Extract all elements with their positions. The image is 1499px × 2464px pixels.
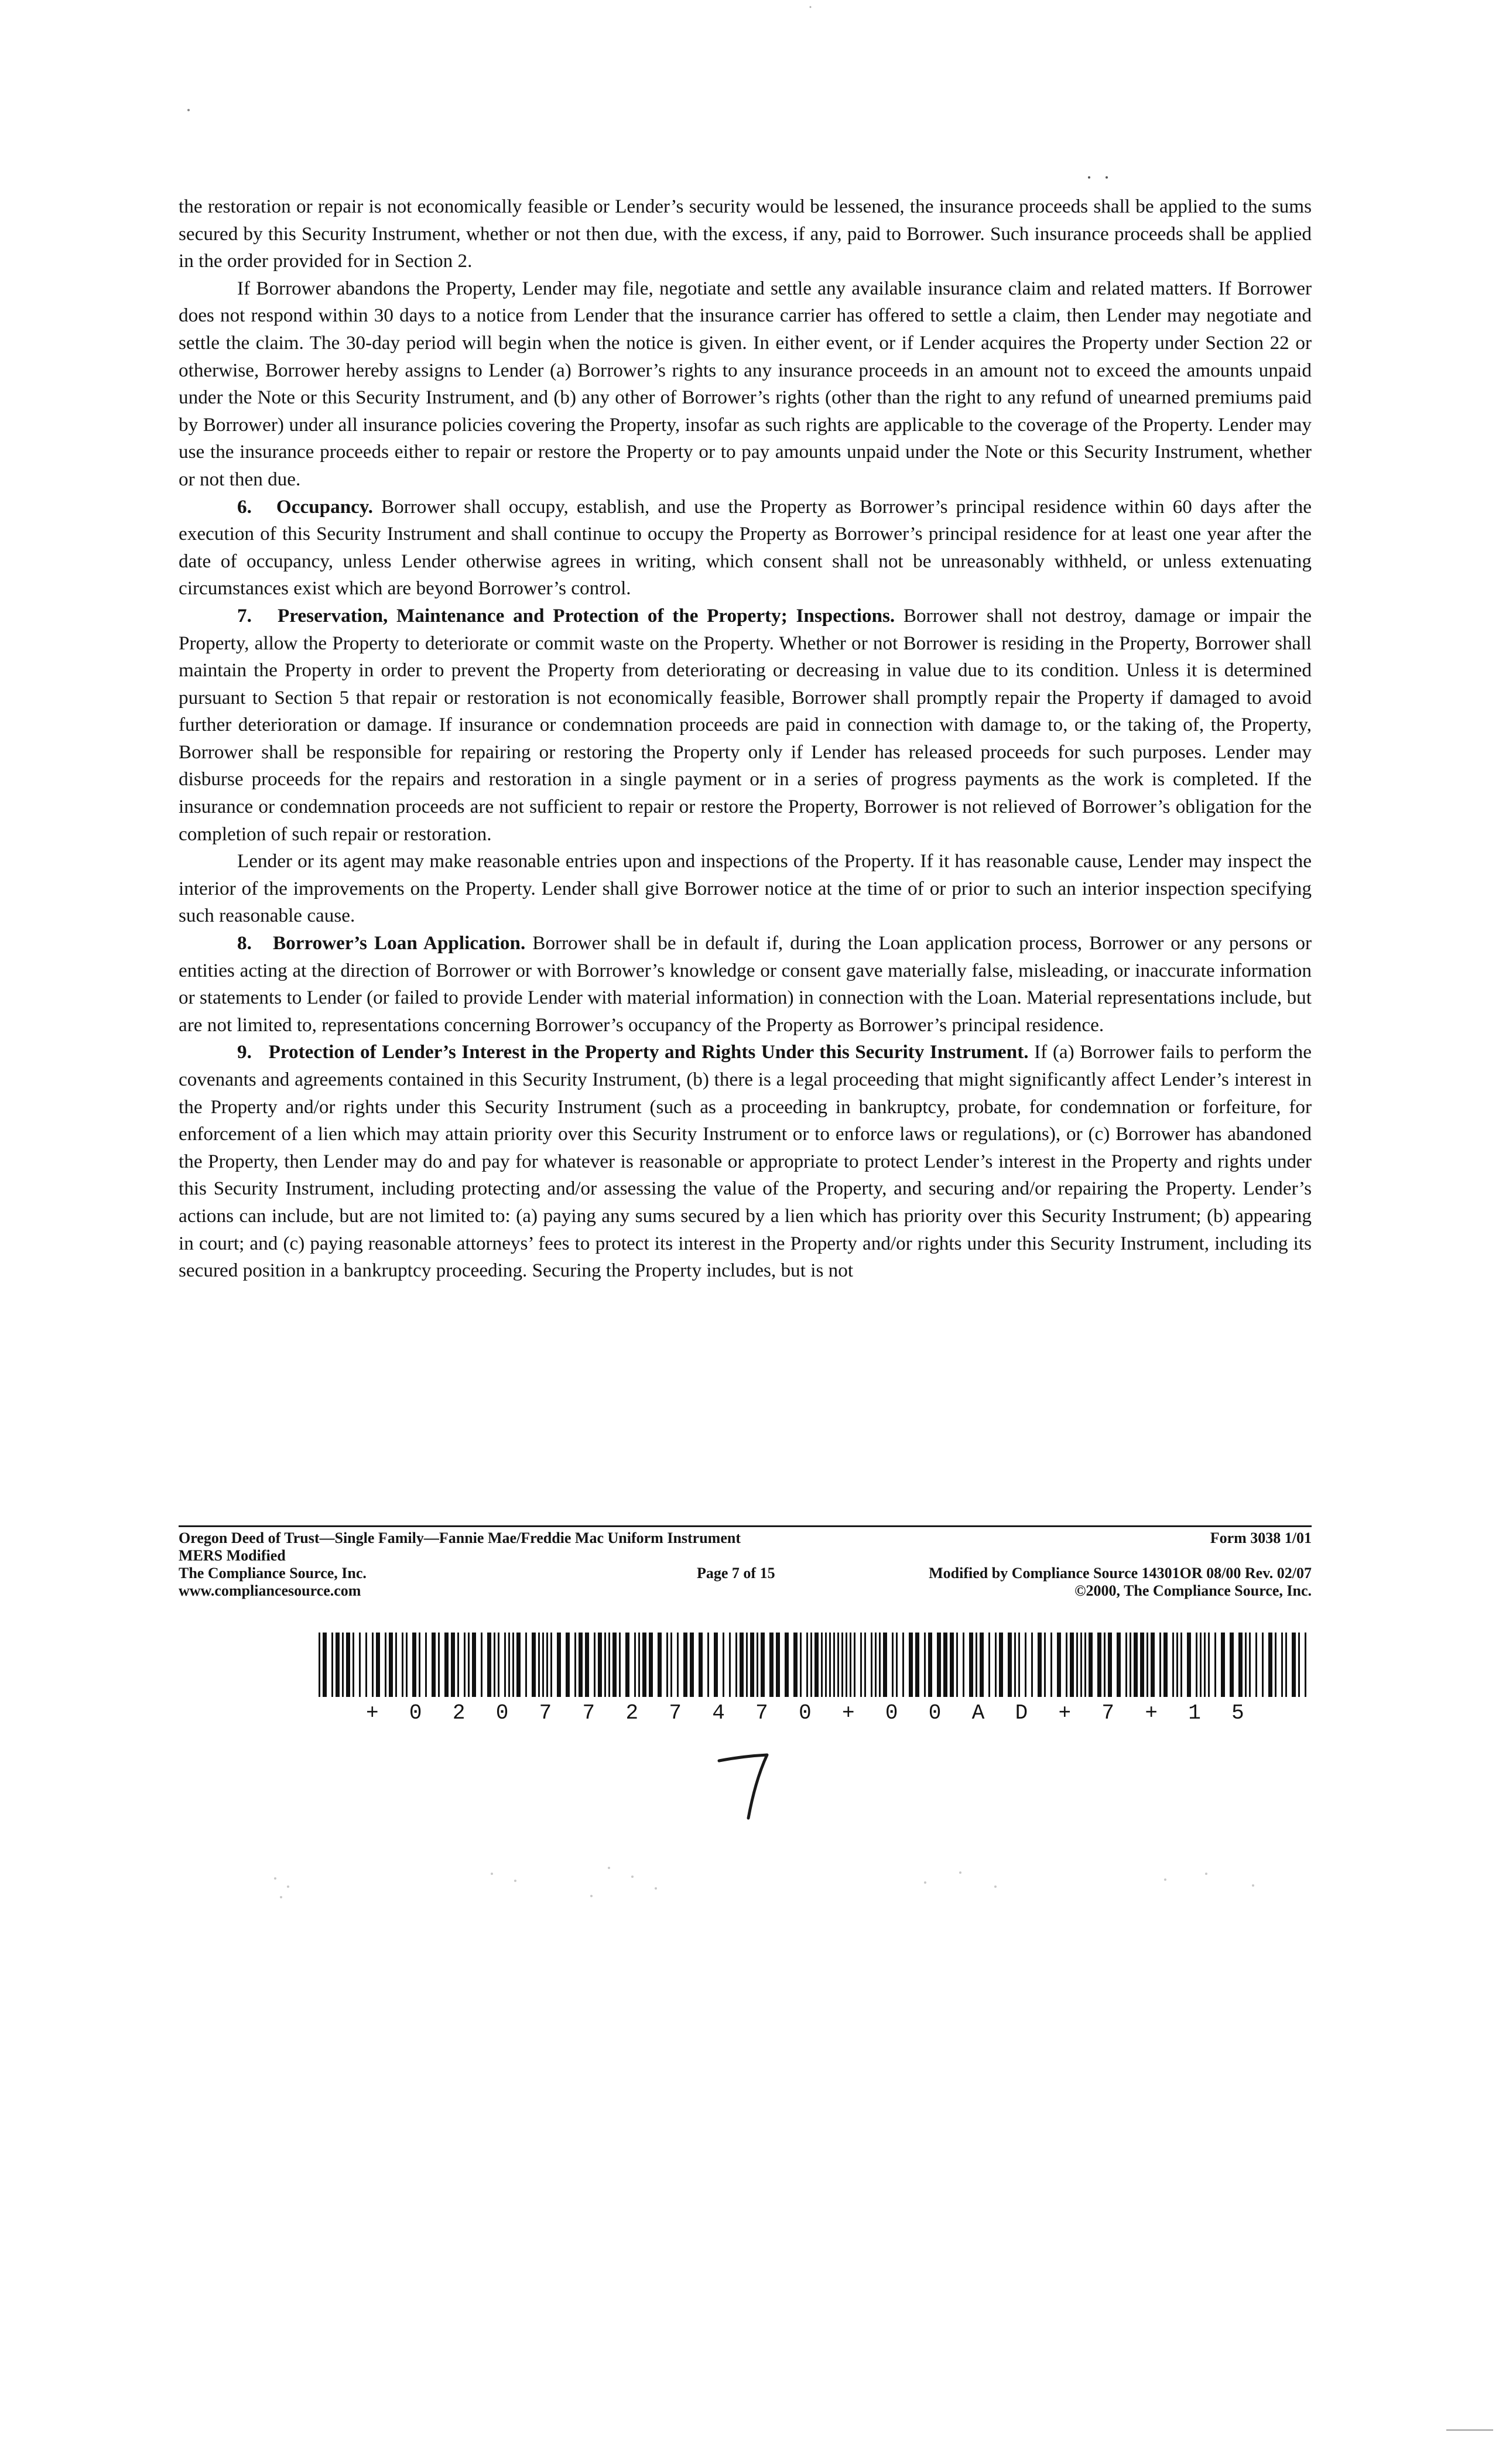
- barcode-bar: [365, 1633, 367, 1697]
- barcode-bar: [707, 1633, 709, 1697]
- barcode-bar: [776, 1633, 780, 1697]
- barcode-char: +: [1058, 1701, 1072, 1725]
- barcode-bar: [714, 1633, 718, 1697]
- barcode-bar: [1214, 1633, 1216, 1697]
- barcode-bar: [1200, 1633, 1202, 1697]
- barcode-bar: [943, 1633, 947, 1697]
- handwritten-page-number: [709, 1748, 785, 1824]
- barcode-bar: [331, 1633, 333, 1697]
- barcode-bar: [699, 1633, 703, 1697]
- barcode-bar: [372, 1633, 374, 1697]
- barcode-bar: [487, 1633, 491, 1697]
- barcode-char: 7: [582, 1701, 596, 1725]
- barcode-char: D: [1015, 1701, 1028, 1725]
- barcode-bar: [342, 1633, 344, 1697]
- barcode-char: +: [841, 1701, 855, 1725]
- barcode-bar: [750, 1633, 754, 1697]
- barcode-bar: [1008, 1633, 1012, 1697]
- barcode-bar: [389, 1633, 393, 1697]
- paragraph-abandonment: If Borrower abandons the Property, Lender may file, negotiate and settle any available insurance claim and related matters. If Borrower does not respond within 30 days to a notice from Lender that the insurance carrier has offered to settle a claim, then Lender may negotiate and settle the claim. The 30-day period will begin when the notice is given. In either event, or if Lender acquires the Property under Section 22 or otherwise, Borrower hereby assigns to Lender (a) Borrower’s rights to any insurance proceeds in an amount not to exceed the amounts unpaid under the Note or this Security Instrument, and (b) any other of Borrower’s rights (other than the right to any refund of unearned premiums paid by Borrower) under all insurance policies covering the Property, insofar as such rights are applicable to the coverage of the Property. Lender may use the insurance proceeds either to repair or restore the Property or to pay amounts unpaid under the Note or this Security Instrument, whether or not then due.: [179, 277, 1312, 490]
- barcode-bar: [995, 1633, 997, 1697]
- barcode-bar: [1084, 1633, 1086, 1697]
- barcode-bar: [525, 1633, 527, 1697]
- barcode-bar: [468, 1633, 470, 1697]
- barcode-bar: [612, 1633, 617, 1697]
- barcode-bar: [810, 1633, 812, 1697]
- barcode-char: 0: [885, 1701, 898, 1725]
- barcode-bar: [677, 1633, 679, 1697]
- barcode-bar: [1262, 1633, 1264, 1697]
- barcode-bar: [871, 1633, 872, 1697]
- barcode-bar: [1070, 1633, 1074, 1697]
- barcode-bar: [915, 1633, 919, 1697]
- barcode-bar: [1044, 1633, 1046, 1697]
- section-6-occupancy: [179, 494, 1312, 603]
- barcode-bar: [1076, 1633, 1078, 1697]
- barcode-bar: [1281, 1633, 1283, 1697]
- barcode-bar: [319, 1633, 320, 1697]
- barcode-bar: [1089, 1633, 1093, 1697]
- barcode-bar: [864, 1633, 866, 1697]
- form-title: Oregon Deed of Trust—Single Family—Fannie Mae/Freddie Mac Uniform Instrument: [179, 1529, 741, 1546]
- barcode-bar: [896, 1633, 898, 1697]
- barcode-characters: [366, 1701, 1244, 1725]
- barcode-bar: [579, 1633, 583, 1697]
- barcode-char: 0: [799, 1701, 812, 1725]
- barcode-bar: [1108, 1633, 1112, 1697]
- barcode-char: 0: [409, 1701, 422, 1725]
- barcode-bar: [1285, 1633, 1287, 1697]
- form-number: Form 3038 1/01: [1210, 1529, 1312, 1546]
- barcode-bar: [924, 1633, 926, 1697]
- barcode-bar: [585, 1633, 589, 1697]
- barcode-char: 7: [539, 1701, 552, 1725]
- section-title: Borrower’s Loan Application.: [273, 932, 526, 954]
- barcode-bar: [438, 1633, 440, 1697]
- barcode-char: A: [971, 1701, 985, 1725]
- barcode-char: 2: [452, 1701, 466, 1725]
- barcode-bar: [1305, 1633, 1306, 1697]
- barcode-bar: [1125, 1633, 1127, 1697]
- barcode-char: 7: [755, 1701, 768, 1725]
- barcode-bar: [546, 1633, 548, 1697]
- barcode-bar: [1080, 1633, 1082, 1697]
- barcode-bar: [1204, 1633, 1206, 1697]
- section-number: 8.: [237, 932, 252, 954]
- barcode-bar: [1176, 1633, 1178, 1697]
- barcode-bar: [566, 1633, 570, 1697]
- company-name: The Compliance Source, Inc.: [179, 1565, 367, 1582]
- barcode-bar: [988, 1633, 990, 1697]
- barcode-bar: [800, 1633, 802, 1697]
- barcode-bar: [963, 1633, 964, 1697]
- barcode-bar: [634, 1633, 636, 1697]
- barcode-bar: [833, 1633, 835, 1697]
- barcode-bar: [1014, 1633, 1016, 1697]
- barcode-bar: [494, 1633, 495, 1697]
- barcode-bar: [1221, 1633, 1225, 1697]
- barcode-bar: [1104, 1633, 1106, 1697]
- barcode-bar: [542, 1633, 544, 1697]
- barcode-bar: [902, 1633, 904, 1697]
- barcode-bar: [532, 1633, 536, 1697]
- barcode-bar: [498, 1633, 499, 1697]
- barcode-bar: [937, 1633, 941, 1697]
- barcode-bar: [402, 1633, 403, 1697]
- barcode-bar: [512, 1633, 514, 1697]
- barcode-bar: [928, 1633, 932, 1697]
- barcode-bar: [1249, 1633, 1251, 1697]
- barcode-bar: [793, 1633, 798, 1697]
- barcode-bar: [670, 1633, 672, 1697]
- barcode-char: 7: [1101, 1701, 1115, 1725]
- section-number: 9.: [237, 1041, 252, 1063]
- barcode-bar: [1134, 1633, 1138, 1697]
- website: www.compliancesource.com: [179, 1582, 361, 1599]
- barcode-char: 0: [928, 1701, 942, 1725]
- modified-note: Modified by Compliance Source 14301OR 08/00 Rev. 02/07: [929, 1565, 1312, 1582]
- barcode-bar: [625, 1633, 629, 1697]
- barcode-bar: [1255, 1633, 1257, 1697]
- barcode-bar: [956, 1633, 958, 1697]
- barcode-bar: [729, 1633, 731, 1697]
- barcode-bar: [860, 1633, 862, 1697]
- barcode-bar: [950, 1633, 954, 1697]
- barcode-bar: [769, 1633, 774, 1697]
- barcode-bar: [658, 1633, 662, 1697]
- barcode-bar: [1151, 1633, 1155, 1697]
- barcode-bar: [879, 1633, 881, 1697]
- barcode-bar: [419, 1633, 420, 1697]
- barcode-bar: [1031, 1633, 1033, 1697]
- barcode-char: 1: [1188, 1701, 1201, 1725]
- barcode-bar: [464, 1633, 466, 1697]
- barcode-bar: [761, 1633, 765, 1697]
- section-8-loan-application: [179, 930, 1312, 1039]
- barcode-bar: [352, 1633, 354, 1697]
- barcode-bar: [604, 1633, 606, 1697]
- barcode-bar: [1187, 1633, 1191, 1697]
- barcode-bar: [1050, 1633, 1052, 1697]
- barcode-bar: [649, 1633, 653, 1697]
- section-text: Borrower shall not destroy, damage or impair the Property, allow the Property to deteriorate or commit waste on the Property. Whether or not Borrower is residing in the Property, Borrower shall maintain the Property in order to prevent the Property from deteriorating or decreasing in value due to its condition. Unless it is determined pursuant to Section 5 that repair or restoration is not economically feasible, Borrower shall promptly repair the Property if damaged to avoid further deterioration or damage. If insurance or condemnation proceeds are paid in connection with damage to, or the taking of, the Property, Borrower shall be responsible for repairing or restoring the Property only if Lender has released proceeds for such purposes. Lender may disburse proceeds for the repairs and restoration in a single payment or in a series of progress payments as the work is completed. If the insurance or condemnation proceeds are not sufficient to repair or restore the Property, Borrower is not relieved of Borrower’s obligation for the completion of such repair or restoration.: [179, 604, 1312, 845]
- barcode-bar: [432, 1633, 436, 1697]
- section-text: Borrower shall occupy, establish, and use the Property as Borrower’s principal residence within 60 days after the execution of this Security Instrument and shall continue to occupy the Property as Borrower’s principal residence for at least one year after the date of occupancy, unless Lender otherwise agrees in writing, which consent shall not be unreasonably withheld, or unless extenuating circumstances exist which are beyond Borrower’s control.: [179, 495, 1312, 600]
- barcode-bar: [395, 1633, 397, 1697]
- barcode-bar: [1117, 1633, 1121, 1697]
- barcode-bar: [550, 1633, 552, 1697]
- form-footer: [179, 1525, 1312, 1600]
- barcode-bar: [1066, 1633, 1067, 1697]
- barcode-bar: [1208, 1633, 1210, 1697]
- barcode-bar: [1298, 1633, 1300, 1697]
- barcode-bar: [323, 1633, 327, 1697]
- paragraph-insurance-proceeds: the restoration or repair is not economically feasible or Lender’s security would be lessened, the insurance proceeds shall be applied to the sums secured by this Security Instrument, whether or not then due, with the excess, if any, paid to Borrower. Such insurance proceeds shall be applied in the order provided for in Section 2.: [179, 196, 1312, 272]
- barcode-bar: [757, 1633, 758, 1697]
- barcode-bar: [814, 1633, 819, 1697]
- barcode-bar: [385, 1633, 386, 1697]
- section-text: Borrower shall be in default if, during the Loan application process, Borrower or any persons or entities acting at the direction of Borrower or with Borrower’s knowledge or consent gave materially false, misleading, or inaccurate information or statements to Lender (or failed to provide Lender with material information) in connection with the Loan. Material representations include, but are not limited to, representations concerning Borrower’s occupancy of the Property as Borrower’s principal residence.: [179, 932, 1312, 1036]
- barcode-bar: [1292, 1633, 1296, 1697]
- barcode-bar: [740, 1633, 744, 1697]
- barcode-bar: [1140, 1633, 1144, 1697]
- section-9-protection: [179, 1039, 1312, 1284]
- barcode-bar: [642, 1633, 646, 1697]
- barcode-bar: [1180, 1633, 1182, 1697]
- barcode-bar: [619, 1633, 621, 1697]
- barcode-bar: [854, 1633, 855, 1697]
- barcode-bar: [1147, 1633, 1148, 1697]
- barcode-bar: [1172, 1633, 1174, 1697]
- barcode-bar: [638, 1633, 640, 1697]
- barcode-char: 7: [669, 1701, 682, 1725]
- barcode-bar: [976, 1633, 977, 1697]
- section-7-preservation: [179, 603, 1312, 848]
- barcode-bar: [1163, 1633, 1168, 1697]
- barcode-bar: [1097, 1633, 1101, 1697]
- barcode-bar: [1025, 1633, 1026, 1697]
- barcode-bar: [683, 1633, 687, 1697]
- barcode-bar: [735, 1633, 737, 1697]
- barcode-bar: [875, 1633, 877, 1697]
- barcode-bar: [850, 1633, 851, 1697]
- barcode-bar: [1057, 1633, 1061, 1697]
- barcode-bar: [376, 1633, 380, 1697]
- section-number: 7.: [237, 604, 252, 627]
- barcode-bar: [538, 1633, 540, 1697]
- barcode-bar: [1130, 1633, 1131, 1697]
- barcode-bar: [837, 1633, 839, 1697]
- barcode-bar: [883, 1633, 887, 1697]
- barcode-bar: [806, 1633, 808, 1697]
- barcode-char: 4: [712, 1701, 725, 1725]
- barcode-bar: [1159, 1633, 1161, 1697]
- section-number: 6.: [237, 495, 252, 518]
- barcode-bar: [1268, 1633, 1272, 1697]
- barcode-bar: [846, 1633, 847, 1697]
- body-text: [179, 193, 1312, 1285]
- barcode-bar: [412, 1633, 416, 1697]
- barcode-bar: [666, 1633, 668, 1697]
- barcode-bar: [999, 1633, 1003, 1697]
- barcode-bar: [969, 1633, 973, 1697]
- barcode-bar: [1230, 1633, 1234, 1697]
- barcode-bar: [594, 1633, 596, 1697]
- section-title: Occupancy.: [276, 495, 373, 518]
- barcode-bar: [598, 1633, 602, 1697]
- barcode-bar: [504, 1633, 506, 1697]
- barcode-bar: [892, 1633, 894, 1697]
- barcode-bar: [841, 1633, 843, 1697]
- barcode-bar: [444, 1633, 449, 1697]
- barcode-bar: [825, 1633, 827, 1697]
- barcode-bar: [472, 1633, 476, 1697]
- section-title: Preservation, Maintenance and Protection of the Property; Inspections.: [278, 604, 895, 627]
- barcode-bar: [516, 1633, 521, 1697]
- barcode-bar: [690, 1633, 694, 1697]
- barcode-bar: [336, 1633, 340, 1697]
- barcode-bar: [557, 1633, 561, 1697]
- barcode-bar: [1245, 1633, 1247, 1697]
- barcode-bar: [508, 1633, 510, 1697]
- barcode-bar: [1238, 1633, 1243, 1697]
- mers-label: MERS Modified: [179, 1547, 286, 1564]
- barcode-bar: [1275, 1633, 1276, 1697]
- section-title: Protection of Lender’s Interest in the Property and Rights Under this Security Instrument.: [268, 1041, 1029, 1063]
- barcode-bar: [785, 1633, 789, 1697]
- barcode-bar: [406, 1633, 408, 1697]
- barcode-bar: [608, 1633, 610, 1697]
- barcode-char: 2: [625, 1701, 639, 1725]
- barcode: [316, 1633, 1312, 1697]
- barcode-char: +: [1145, 1701, 1158, 1725]
- paragraph-inspections: Lender or its agent may make reasonable entries upon and inspections of the Property. If it has reasonable cause, Lender may inspect the interior of the improvements on the Property. Lender shall give Borrower notice at the time of or prior to such an interior inspection specifying such reasonable cause.: [179, 850, 1312, 927]
- barcode-bar: [980, 1633, 984, 1697]
- copyright: ©2000, The Compliance Source, Inc.: [1074, 1582, 1312, 1599]
- barcode-char: 5: [1231, 1701, 1244, 1725]
- page-number: Page 7 of 15: [697, 1565, 775, 1582]
- barcode-bar: [1018, 1633, 1020, 1697]
- barcode-bar: [723, 1633, 724, 1697]
- barcode-char: +: [366, 1701, 379, 1725]
- barcode-bar: [425, 1633, 427, 1697]
- barcode-bar: [346, 1633, 350, 1697]
- barcode-bar: [909, 1633, 913, 1697]
- barcode-bar: [481, 1633, 482, 1697]
- barcode-bar: [359, 1633, 361, 1697]
- barcode-bar: [821, 1633, 823, 1697]
- barcode-bar: [1196, 1633, 1197, 1697]
- barcode-bar: [457, 1633, 459, 1697]
- barcode-char: 0: [495, 1701, 509, 1725]
- section-text: If (a) Borrower fails to perform the covenants and agreements contained in this Security Instrument, (b) there is a legal proceeding that might significantly affect Lender’s interest in the Property and/or rights under this Security Instrument (such as a proceeding in bankruptcy, probate, for condemnation or forfeiture, for enforcement of a lien which may attain priority over this Security Instrument or to enforce laws or regulations), or (c) Borrower has abandoned the Property, then Lender may do and pay for whatever is reasonable or appropriate to protect Lender’s interest in the Property and rights under this Security Instrument, including protecting and/or assessing the value of the Property, and securing and/or repairing the Property. Lender’s actions can include, but are not limited to: (a) paying any sums secured by a lien which has priority over this Security Instrument; (b) appearing in court; and (c) paying reasonable attorneys’ fees to protect its interest in the Property and/or rights under this Security Instrument, including its secured position in a bankruptcy proceeding. Securing the Property includes, but is not: [179, 1041, 1312, 1282]
- barcode-bar: [829, 1633, 831, 1697]
- barcode-bar: [451, 1633, 455, 1697]
- barcode-bar: [746, 1633, 748, 1697]
- barcode-bar: [574, 1633, 576, 1697]
- barcode-bar: [1038, 1633, 1042, 1697]
